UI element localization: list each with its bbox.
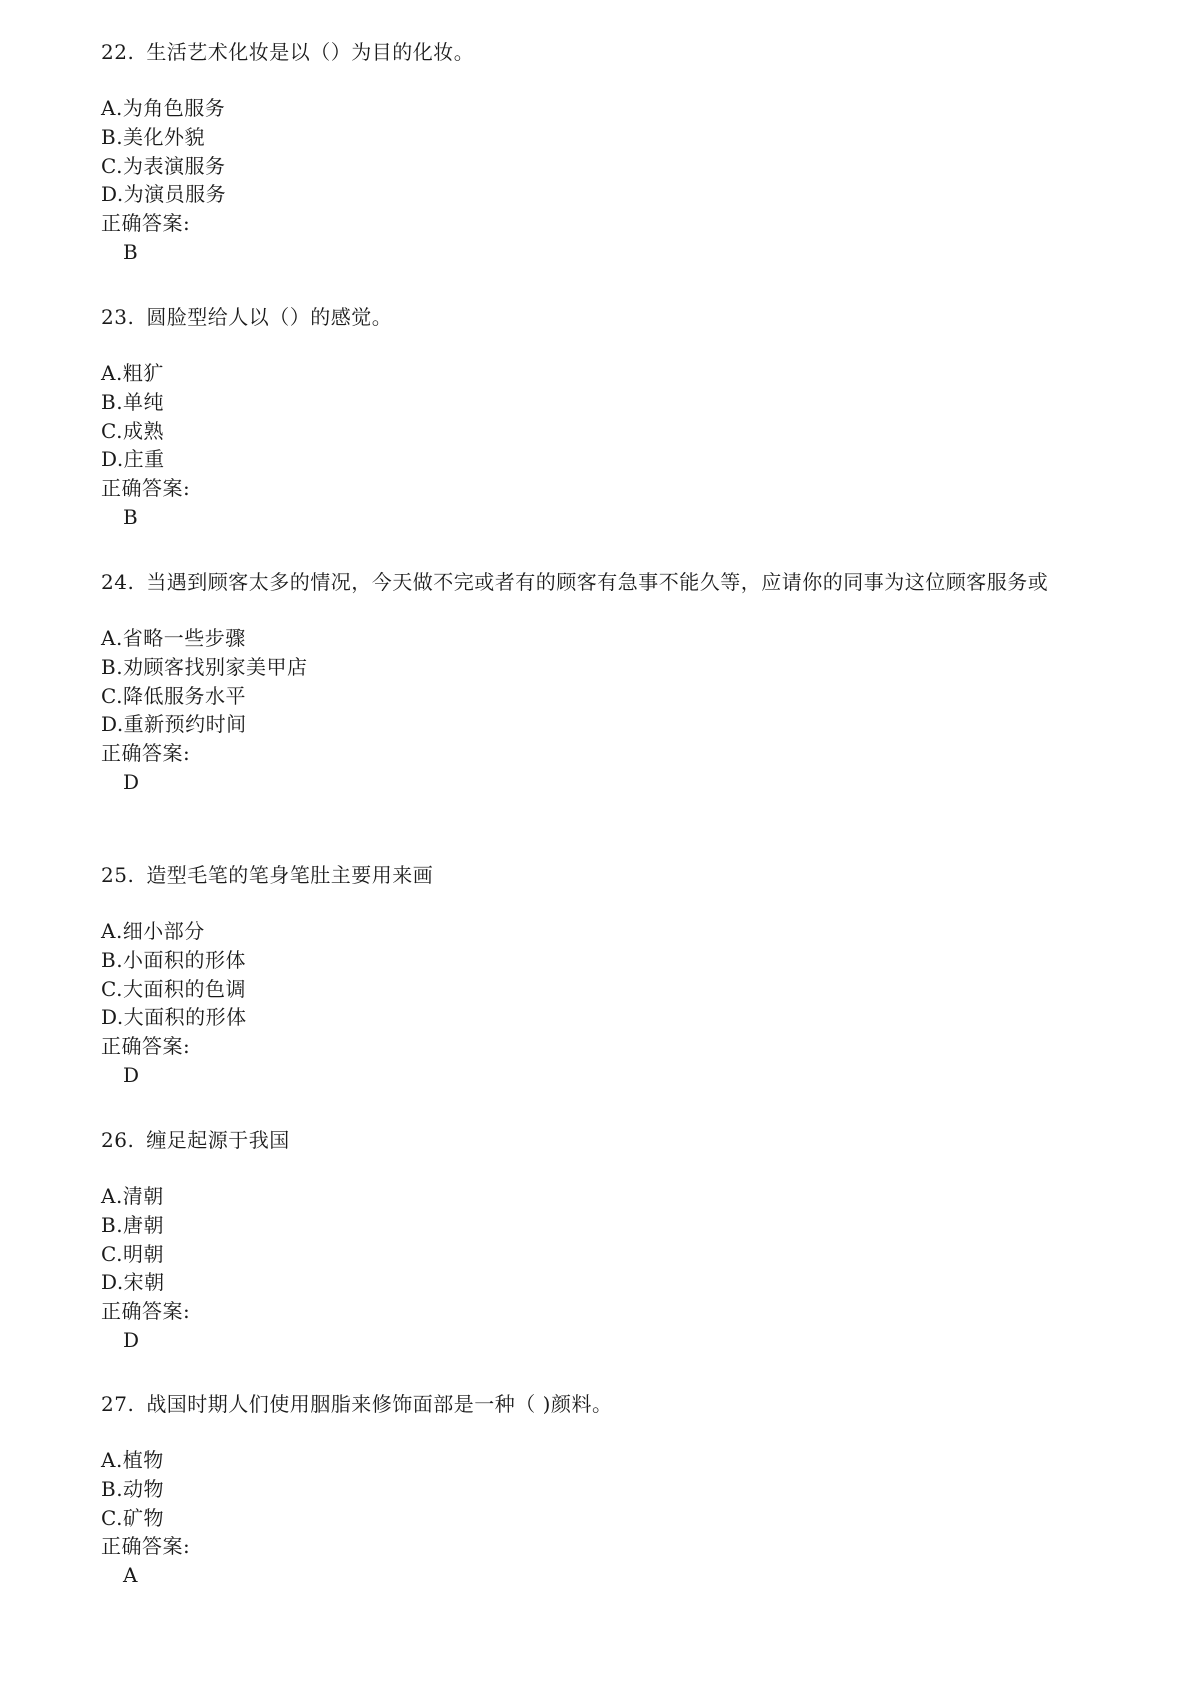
question-text: 生活艺术化妆是以（）为目的化妆。 [146, 40, 475, 64]
option-b: B.小面积的形体 [101, 947, 247, 972]
option-b: B.美化外貌 [101, 124, 206, 149]
option-a: A.植物 [101, 1448, 164, 1472]
option-list [101, 1182, 1101, 1355]
option-list [101, 1446, 1101, 1590]
option-b: B.唐朝 [101, 1212, 165, 1237]
answer-value: D [123, 769, 140, 794]
option-d: D.为演员服务 [101, 182, 227, 207]
question-number: 27. [101, 1392, 135, 1416]
question-number: 25. [101, 863, 135, 887]
option-a: A.细小部分 [101, 919, 205, 943]
question-25 [101, 861, 1101, 1090]
option-d: D.庄重 [101, 447, 165, 472]
option-c: C.成熟 [101, 418, 164, 443]
answer-label: 正确答案: [101, 1534, 191, 1559]
answer-value: D [123, 1062, 140, 1087]
question-title [101, 861, 1101, 890]
question-26 [101, 1126, 1101, 1355]
option-c: C.明朝 [101, 1241, 164, 1266]
question-title [101, 1126, 1101, 1155]
question-number: 24. [101, 570, 135, 594]
option-list [101, 624, 1101, 797]
option-a: A.为角色服务 [101, 96, 226, 120]
option-c: C.矿物 [101, 1505, 164, 1530]
question-number: 22. [101, 40, 135, 64]
question-title [101, 1390, 1101, 1419]
question-number: 26. [101, 1128, 135, 1152]
option-a: A.清朝 [101, 1184, 164, 1208]
option-d: D.重新预约时间 [101, 712, 247, 737]
option-c: C.大面积的色调 [101, 976, 246, 1001]
answer-label: 正确答案: [101, 1034, 191, 1059]
answer-value: B [123, 239, 138, 264]
question-22 [101, 38, 1101, 267]
option-list [101, 917, 1101, 1090]
question-text: 当遇到顾客太多的情况，今天做不完或者有的顾客有急事不能久等，应请你的同事为这位顾客服务或 [146, 570, 1049, 594]
question-title [101, 303, 1101, 332]
option-list [101, 94, 1101, 267]
answer-value: D [123, 1327, 140, 1352]
answer-label: 正确答案: [101, 741, 191, 766]
answer-value: A [123, 1563, 138, 1588]
answer-label: 正确答案: [101, 211, 191, 236]
option-list [101, 359, 1101, 532]
answer-label: 正确答案: [101, 476, 191, 501]
option-a: A.省略一些步骤 [101, 626, 246, 650]
option-b: B.劝顾客找别家美甲店 [101, 654, 308, 679]
option-b: B.单纯 [101, 389, 165, 414]
option-d: D.大面积的形体 [101, 1005, 247, 1030]
question-text: 战国时期人们使用胭脂来修饰面部是一种（ )颜料。 [146, 1392, 613, 1416]
question-title [101, 38, 1101, 67]
question-number: 23. [101, 305, 135, 329]
option-d: D.宋朝 [101, 1270, 165, 1295]
question-title [101, 568, 1101, 597]
question-text: 缠足起源于我国 [146, 1128, 290, 1152]
answer-value: B [123, 504, 138, 529]
option-c: C.降低服务水平 [101, 683, 246, 708]
question-text: 造型毛笔的笔身笔肚主要用来画 [146, 863, 434, 887]
question-24 [101, 568, 1101, 797]
option-a: A.粗犷 [101, 361, 164, 385]
answer-label: 正确答案: [101, 1299, 191, 1324]
question-27 [101, 1390, 1101, 1590]
option-c: C.为表演服务 [101, 153, 226, 178]
question-text: 圆脸型给人以（）的感觉。 [146, 305, 393, 329]
question-23 [101, 303, 1101, 532]
option-b: B.动物 [101, 1476, 165, 1501]
